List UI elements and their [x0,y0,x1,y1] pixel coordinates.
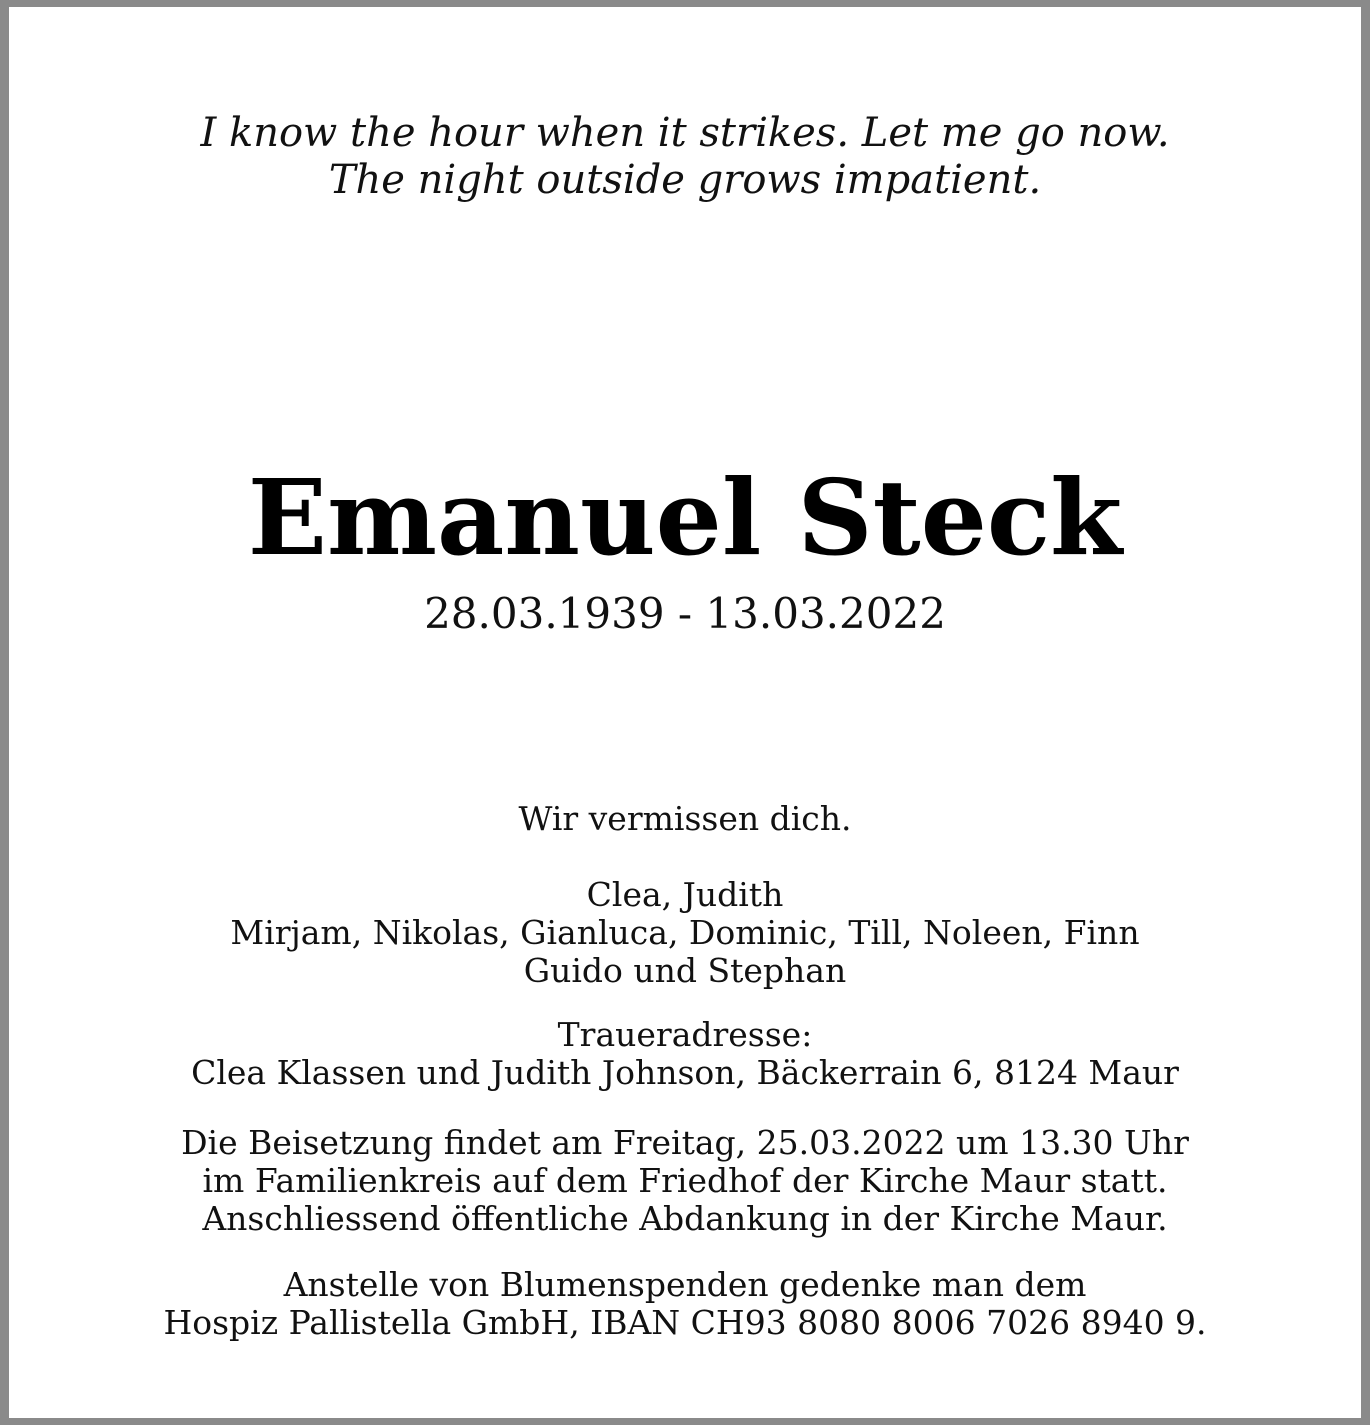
mourning-address [0,1016,1370,1092]
donation-line-1: Anstelle von Blumenspenden gedenke man dem [283,1265,1087,1304]
farewell-message: Wir vermissen dich. [518,799,852,838]
address-value: Clea Klassen und Judith Johnson, Bäckerrain 6, 8124 Maur [191,1053,1179,1092]
life-dates: 28.03.1939 - 13.03.2022 [424,589,946,638]
funeral-line-1: Die Beisetzung findet am Freitag, 25.03.2022 um 13.30 Uhr [181,1123,1189,1162]
mourners-line-2: Mirjam, Nikolas, Gianluca, Dominic, Till, Noleen, Finn [230,913,1140,952]
mourners-line-1: Clea, Judith [586,875,784,914]
funeral-line-3: Anschliessend öffentliche Abdankung in der Kirche Maur. [202,1199,1168,1238]
quote [0,110,1370,204]
quote-line-2: The night outside grows impatient. [328,157,1042,203]
address-label: Traueradresse: [557,1015,813,1054]
quote-line-1: I know the hour when it strikes. Let me go now. [200,110,1170,156]
funeral-details [0,1124,1370,1238]
donation-notice [0,1266,1370,1342]
deceased-name: Emanuel Steck [247,456,1123,579]
donation-line-2: Hospiz Pallistella GmbH, IBAN CH93 8080 8006 7026 8940 9. [163,1303,1207,1342]
funeral-line-2: im Familienkreis auf dem Friedhof der Kirche Maur statt. [202,1161,1168,1200]
mourners-list [0,876,1370,990]
mourners-line-3: Guido und Stephan [523,951,847,990]
